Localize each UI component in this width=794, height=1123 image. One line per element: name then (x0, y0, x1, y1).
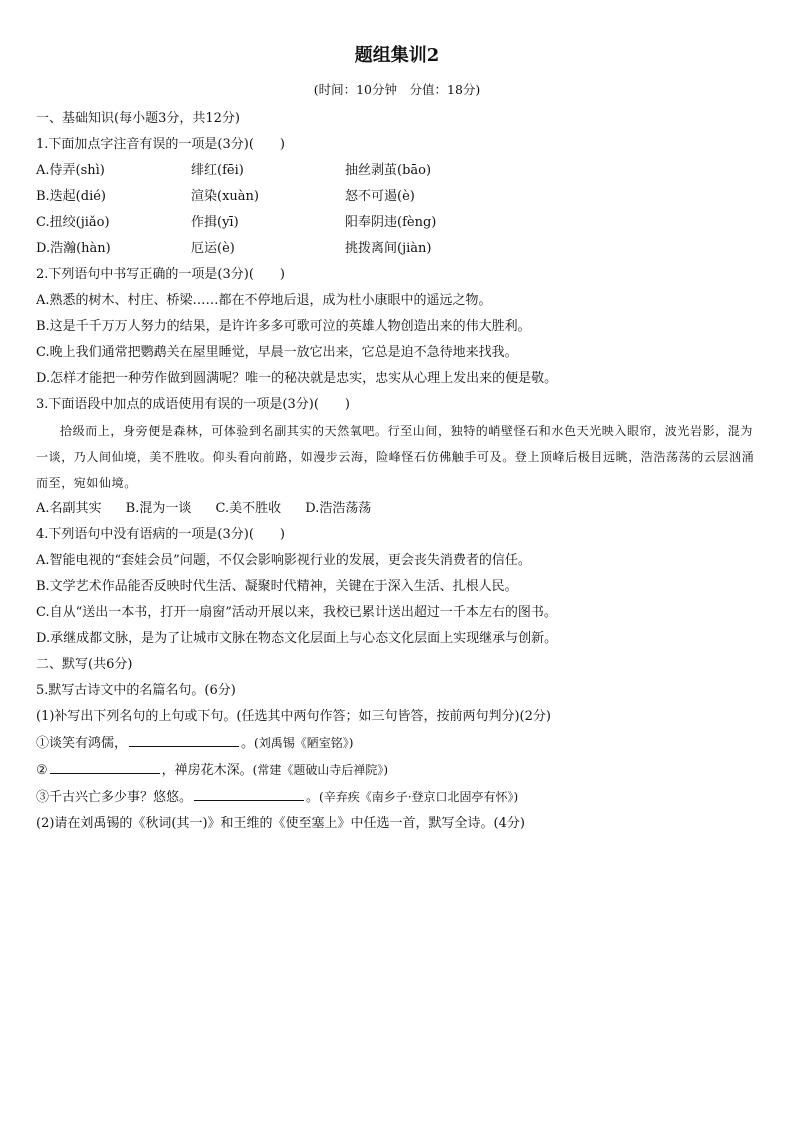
q5-part2-instruction: (2)请在刘禹锡的《秋词(其一)》和王维的《使至塞上》中任选一首，默写全诗。(4分) (36, 816, 525, 831)
q5-item3-source: (辛弃疾《南乡子·登京口北固亭有怀》) (319, 790, 519, 804)
q2-stem: 2.下列语句中书写正确的一项是(3分)( ) (36, 267, 285, 282)
q1-c-word1: C.扭绞(jiǎo) (36, 215, 110, 230)
q5-item1 (36, 730, 758, 757)
q5-item1-end: 。 (241, 736, 255, 751)
q3-option-c: C.美不胜收 (215, 501, 282, 516)
q4-option-a: A.智能电视的“套娃会员”问题，不仅会影响影视行业的发展，更会丧失消费者的信任。 (36, 553, 531, 568)
q5-item3-blank[interactable] (194, 786, 304, 801)
q5-item2-blank[interactable] (50, 759, 160, 774)
q4-option-b: B.文学艺术作品能否反映时代生活、凝聚时代精神，关键在于深入生活、扎根人民。 (36, 579, 518, 594)
q4-option-d: D.承继成都文脉，是为了让城市文脉在物态文化层面上与心态文化层面上实现继承与创新。 (36, 631, 558, 646)
section1-heading: 一、基础知识(每小题3分，共12分) (36, 111, 240, 126)
q5-part1-instruction: (1)补写出下列名句的上句或下句。(任选其中两句作答；如三句皆答，按前两句判分)(2分) (36, 709, 551, 724)
q5-item1-blank[interactable] (129, 732, 239, 747)
q5-item3-end: 。 (306, 790, 320, 805)
q1-a-word2: 绯红(fēi) (191, 163, 244, 178)
q1-c-word3: 阳奉阴违(fèng) (345, 215, 437, 230)
q1-b-word2: 渲染(xuàn) (191, 189, 259, 204)
q1-stem: 1.下面加点字注音有误的一项是(3分)( ) (36, 137, 285, 152)
q5-item2-number: ② (36, 763, 48, 778)
q5-item1-text: ①谈笑有鸿儒， (36, 736, 128, 751)
q1-option-b (36, 184, 758, 210)
q4-option-c: C.自从“送出一本书，打开一扇窗”活动开展以来，我校已累计送出超过一千本左右的图书。 (36, 605, 557, 620)
q1-option-a (36, 158, 758, 184)
section2-heading: 二、默写(共6分) (36, 657, 133, 672)
q1-option-c (36, 210, 758, 236)
q1-b-word1: B.迭起(dié) (36, 189, 107, 204)
q3-stem: 3.下面语段中加点的成语使用有误的一项是(3分)( ) (36, 397, 350, 412)
q5-item2 (36, 757, 758, 784)
q3-option-b: B.混为一谈 (125, 501, 192, 516)
page-title: 题组集训2 (354, 45, 440, 66)
q3-option-a: A.名副其实 (36, 501, 102, 516)
q5-item2-text: ，禅房花木深。 (161, 763, 253, 778)
q1-b-word3: 怒不可遏(è) (345, 189, 415, 204)
q2-option-c: C.晚上我们通常把鹦鹉关在屋里睡觉，早晨一放它出来，它总是迫不急待地来找我。 (36, 345, 518, 360)
q2-option-b: B.这是千千万万人努力的结果，是许许多多可歌可泣的英雄人物创造出来的伟大胜利。 (36, 319, 531, 334)
time-score-info: (时间：10分钟 分值：18分) (313, 82, 481, 97)
q1-d-word1: D.浩瀚(hàn) (36, 241, 111, 256)
q1-d-word2: 厄运(è) (191, 241, 235, 256)
q1-d-word3: 挑拨离间(jiàn) (345, 241, 432, 256)
q5-item1-source: (刘禹锡《陋室铭》) (254, 736, 354, 750)
q3-options (36, 496, 758, 522)
q4-stem: 4.下列语句中没有语病的一项是(3分)( ) (36, 527, 285, 542)
q5-item2-source: (常建《题破山寺后禅院》) (252, 763, 389, 777)
q5-item3-text: ③千古兴亡多少事？悠悠。 (36, 790, 193, 805)
q5-item3 (36, 784, 758, 811)
q3-option-d: D.浩浩荡荡 (305, 501, 372, 516)
q1-a-word3: 抽丝剥茧(bāo) (345, 163, 432, 178)
q3-passage: 拾级而上，身旁便是森林，可体验到名副其实的天然氧吧。行至山间，独特的峭壁怪石和水色天光映入眼帘，波光岩影，混为一谈，乃人间仙境，美不胜收。仰头看向前路，如漫步云海，险峰怪石仿佛触手可及。登上顶峰后极目远眺，浩浩荡荡的云层汹涌而至，宛如仙境。 (36, 424, 755, 490)
q1-a-word1: A.侍弄(shì) (36, 163, 105, 178)
q1-c-word2: 作揖(yī) (191, 215, 239, 230)
q2-option-a: A.熟悉的树木、村庄、桥梁……都在不停地后退，成为杜小康眼中的遥远之物。 (36, 293, 492, 308)
q5-stem: 5.默写古诗文中的名篇名句。(6分) (36, 683, 236, 698)
q2-option-d: D.怎样才能把一种劳作做到圆满呢？唯一的秘决就是忠实，忠实从心理上发出来的便是敬。 (36, 371, 558, 386)
q1-option-d (36, 236, 758, 262)
